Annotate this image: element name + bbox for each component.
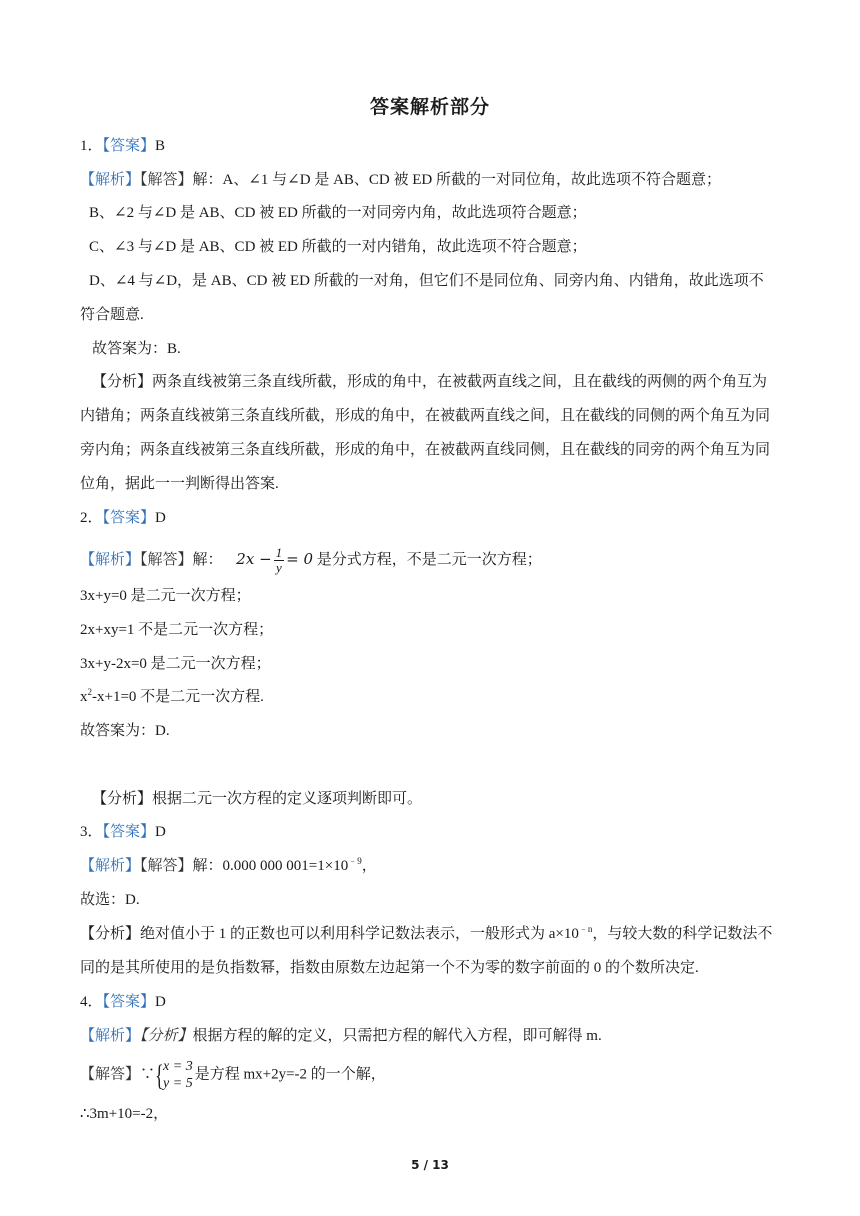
q2-expression-left: 2x − bbox=[236, 549, 272, 568]
q2-intro: 解： bbox=[192, 551, 223, 568]
q1-solution-line-4: D、∠4 与∠D，是 AB、CD 被 ED 所截的一对角，但它们不是同位角、同旁内角、内错角，故此选项不 bbox=[89, 273, 764, 289]
q4-system-row-1: x = 3 bbox=[163, 1059, 193, 1074]
q3-analysis-text-1a: 绝对值小于 1 的正数也可以利用科学记数法表示，一般形式为 a×10 bbox=[140, 926, 579, 942]
q4-jieda-tag: 【解答】 bbox=[80, 1066, 141, 1083]
q4-analysis-line bbox=[80, 1026, 812, 1046]
q4-answer: D bbox=[155, 994, 166, 1010]
q2-answer-tag: 【答案】 bbox=[102, 510, 156, 526]
q3-text-1b: ， bbox=[361, 858, 377, 874]
q2-number: 2． bbox=[80, 510, 103, 526]
q4-solution-line-1 bbox=[80, 1058, 812, 1092]
q2-x-exponent: 2 bbox=[87, 687, 92, 697]
q2-expression-right: = 0 bbox=[286, 549, 314, 568]
q4-number: 4． bbox=[80, 994, 103, 1010]
q2-fraction-numerator: 1 bbox=[275, 545, 283, 560]
q1-analysis-line-4: 位角，据此一一判断得出答案. bbox=[80, 476, 279, 492]
q1-solution-line-1 bbox=[80, 170, 812, 190]
q2-jieda-tag: 【解答】 bbox=[140, 551, 193, 568]
q3-conclusion: 故选：D. bbox=[80, 892, 140, 908]
q3-analysis-line-2: 同的是其所使用的是负指数幂，指数由原数左边起第一个不为零的数字前面的 0 的个数所决定. bbox=[80, 960, 699, 976]
q1-analysis-text-1: 两条直线被第三条直线所截，形成的角中，在被截两直线之间，且在截线的两侧的两个角互为 bbox=[152, 374, 768, 390]
q2-conclusion: 故答案为：D. bbox=[80, 723, 170, 739]
q1-answer-line bbox=[80, 136, 812, 156]
q3-jieda-tag: 【解答】 bbox=[140, 858, 193, 874]
q2-analysis-line bbox=[92, 789, 824, 809]
q1-text-1: 解：A、∠1 与∠D 是 AB、CD 被 ED 所截的一对同位角，故此选项不符合题意； bbox=[192, 172, 722, 188]
q1-analysis-tag: 【分析】 bbox=[92, 374, 153, 390]
q4-jiexi-tag: 【解析】 bbox=[80, 1028, 141, 1044]
q4-answer-line bbox=[80, 992, 812, 1012]
q3-jiexi-tag: 【解析】 bbox=[80, 858, 141, 874]
q2-text-1: 是分式方程，不是二元一次方程； bbox=[316, 551, 542, 568]
q4-system-row-2: y = 5 bbox=[163, 1076, 193, 1091]
q3-exponent: ﹣9 bbox=[348, 856, 362, 866]
q2-solution-line-3: 2x+xy=1 不是二元一次方程； bbox=[80, 622, 274, 638]
q3-solution-line-1 bbox=[80, 856, 812, 876]
q1-jiexi-tag: 【解析】 bbox=[80, 172, 141, 188]
q2-jiexi-tag: 【解析】 bbox=[80, 551, 141, 568]
q2-analysis-tag: 【分析】 bbox=[92, 791, 153, 807]
q1-answer: B bbox=[155, 138, 166, 154]
q4-text-1: 是方程 mx+2y=-2 的一个解， bbox=[194, 1066, 386, 1083]
q1-analysis-line-1 bbox=[92, 372, 824, 392]
q4-answer-tag: 【答案】 bbox=[102, 994, 156, 1010]
q2-fraction bbox=[274, 546, 285, 575]
q4-analysis-text: 根据方程的解的定义，只需把方程的解代入方程，即可解得 m. bbox=[192, 1028, 602, 1044]
q2-solution-line-5 bbox=[80, 687, 812, 707]
q3-analysis-tag: 【分析】 bbox=[80, 926, 141, 942]
q3-text-1a: 解：0.000 000 001=1×10 bbox=[192, 858, 349, 874]
page-number: 5 / 13 bbox=[411, 1158, 449, 1172]
q2-fraction-denominator: y bbox=[276, 560, 282, 575]
q3-analysis-line-1 bbox=[80, 924, 812, 944]
q1-jieda-tag: 【解答】 bbox=[140, 172, 193, 188]
q2-text-5: -x+1=0 不是二元一次方程. bbox=[92, 689, 264, 705]
q1-analysis-line-3: 旁内角；两条直线被第三条直线所截，形成的角中，在被截两直线同侧，且在截线的同旁的两个角互为同 bbox=[80, 442, 771, 458]
q1-solution-line-5: 符合题意. bbox=[80, 307, 144, 323]
q4-because-symbol: ∵ bbox=[140, 1066, 156, 1083]
q4-solution-line-2: ∴3m+10=-2， bbox=[80, 1106, 169, 1122]
q1-solution-line-3: C、∠3 与∠D 是 AB、CD 被 ED 所截的一对内错角，故此选项不符合题意； bbox=[89, 239, 587, 255]
page-title: 答案解析部分 bbox=[369, 96, 490, 118]
q1-analysis-line-2: 内错角；两条直线被第三条直线所截，形成的角中，在被截两直线之间，且在截线的同侧的两个角互为同 bbox=[80, 408, 771, 424]
q1-solution-line-2: B、∠2 与∠D 是 AB、CD 被 ED 所截的一对同旁内角，故此选项符合题意； bbox=[89, 205, 587, 221]
q4-equation-system bbox=[155, 1058, 193, 1092]
q1-number: 1． bbox=[80, 138, 103, 154]
q2-solution-line-1 bbox=[80, 546, 812, 575]
q3-answer: D bbox=[155, 824, 166, 840]
q2-answer-line bbox=[80, 508, 812, 528]
q4-brace-icon: { bbox=[155, 1059, 164, 1092]
q2-analysis-text: 根据二元一次方程的定义逐项判断即可。 bbox=[152, 791, 423, 807]
q3-number: 3． bbox=[80, 824, 103, 840]
q2-answer: D bbox=[155, 510, 166, 526]
q1-conclusion: 故答案为：B. bbox=[92, 341, 181, 357]
q4-analysis-tag: 【分析】 bbox=[140, 1028, 193, 1044]
q1-answer-tag: 【答案】 bbox=[102, 138, 156, 154]
q2-solution-line-2: 3x+y=0 是二元一次方程； bbox=[80, 588, 251, 604]
q2-x-base: x bbox=[80, 689, 88, 705]
q3-answer-tag: 【答案】 bbox=[102, 824, 156, 840]
q2-solution-line-4: 3x+y-2x=0 是二元一次方程； bbox=[80, 656, 271, 672]
q3-analysis-text-1b: ，与较大数的科学记数法不 bbox=[592, 926, 773, 942]
q3-analysis-exponent: ﹣n bbox=[578, 924, 593, 934]
q3-answer-line bbox=[80, 822, 812, 842]
